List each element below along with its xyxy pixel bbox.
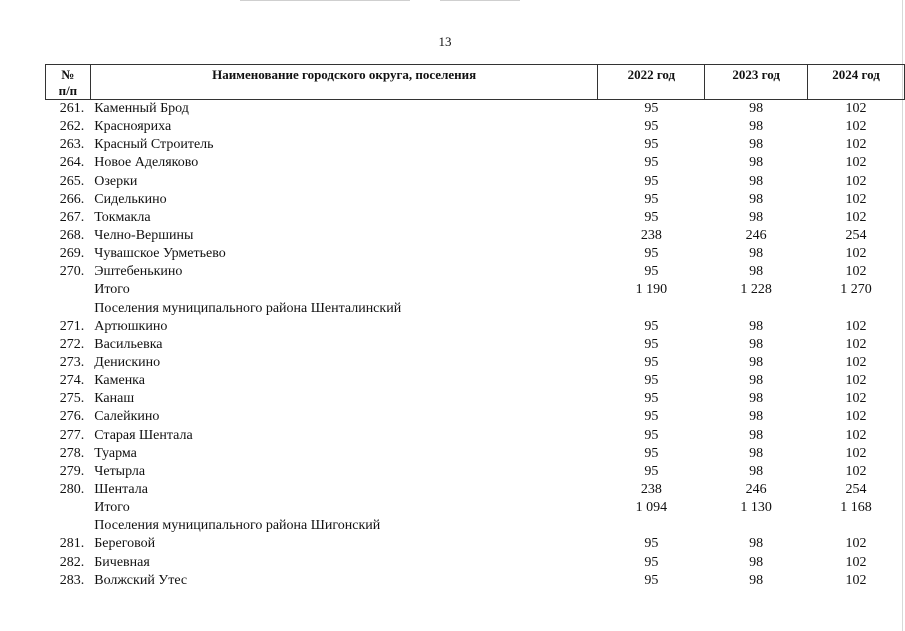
row-name: Васильевка xyxy=(94,336,163,352)
value-2024 xyxy=(808,300,905,318)
header-year-2023: 2023 год xyxy=(705,65,808,100)
value-2022: 95 xyxy=(644,336,659,352)
value-2024: 102 xyxy=(845,427,867,443)
table-row xyxy=(46,408,905,426)
row-number: 273. xyxy=(59,355,85,371)
scan-artifact-top-right xyxy=(440,0,520,1)
value-2023: 98 xyxy=(749,445,764,461)
value-2023: 98 xyxy=(749,246,764,262)
value-2022: 95 xyxy=(644,409,659,425)
row-name: Итого xyxy=(94,500,130,516)
value-2024: 254 xyxy=(845,228,867,244)
value-2023: 98 xyxy=(749,427,764,443)
table-row xyxy=(46,209,905,227)
value-2023: 98 xyxy=(749,536,764,552)
row-number: 269. xyxy=(59,246,85,262)
value-2023: 246 xyxy=(745,482,767,498)
table-row xyxy=(46,517,905,535)
row-name: Салейкино xyxy=(94,409,160,425)
table-row xyxy=(46,481,905,499)
header-number-line2: п/п xyxy=(58,83,78,98)
row-number: 279. xyxy=(59,463,85,479)
value-2024: 102 xyxy=(845,101,867,117)
row-number: 275. xyxy=(59,391,85,407)
table-header-row xyxy=(46,65,905,100)
value-2022: 1 094 xyxy=(635,500,668,516)
value-2022: 95 xyxy=(644,572,659,588)
value-2022: 95 xyxy=(644,119,659,135)
value-2024: 102 xyxy=(845,246,867,262)
scan-artifact-top-left xyxy=(240,0,410,1)
value-2022: 95 xyxy=(644,173,659,189)
table-row xyxy=(46,118,905,136)
value-2022: 95 xyxy=(644,373,659,389)
value-2023: 98 xyxy=(749,173,764,189)
table-row xyxy=(46,245,905,263)
value-2024: 102 xyxy=(845,336,867,352)
value-2022: 95 xyxy=(644,391,659,407)
table-row xyxy=(46,463,905,481)
value-2022: 238 xyxy=(640,228,662,244)
header-number xyxy=(46,65,91,100)
row-number: 264. xyxy=(59,155,85,171)
value-2023: 246 xyxy=(745,228,767,244)
row-name: Новое Аделяково xyxy=(94,155,199,171)
table-row xyxy=(46,390,905,408)
row-number: 283. xyxy=(59,572,85,588)
row-number: 277. xyxy=(59,427,85,443)
value-2024: 102 xyxy=(845,173,867,189)
row-number: 281. xyxy=(59,536,85,552)
table-row xyxy=(46,300,905,318)
value-2023: 98 xyxy=(749,554,764,570)
value-2023: 98 xyxy=(749,119,764,135)
value-2024: 102 xyxy=(845,137,867,153)
row-number: 268. xyxy=(59,228,85,244)
table-row xyxy=(46,191,905,209)
table-row xyxy=(46,173,905,191)
value-2024: 102 xyxy=(845,355,867,371)
value-2022: 95 xyxy=(644,355,659,371)
row-number xyxy=(46,517,91,535)
value-2022: 95 xyxy=(644,264,659,280)
row-number xyxy=(46,281,91,299)
value-2023: 98 xyxy=(749,155,764,171)
value-2022 xyxy=(598,300,705,318)
value-2022: 95 xyxy=(644,155,659,171)
value-2023: 98 xyxy=(749,336,764,352)
row-name: Токмакла xyxy=(94,209,151,225)
value-2024: 102 xyxy=(845,119,867,135)
table-row xyxy=(46,354,905,372)
table-row xyxy=(46,136,905,154)
row-number xyxy=(46,499,91,517)
value-2024: 102 xyxy=(845,155,867,171)
value-2022: 95 xyxy=(644,318,659,334)
value-2022: 95 xyxy=(644,536,659,552)
value-2024 xyxy=(808,517,905,535)
row-name: Каменный Брод xyxy=(94,101,189,117)
header-name: Наименование городского округа, поселения xyxy=(90,65,598,100)
value-2023: 98 xyxy=(749,264,764,280)
value-2024: 102 xyxy=(845,445,867,461)
row-number xyxy=(46,300,91,318)
row-name: Чувашское Урметьево xyxy=(94,246,226,262)
table-row xyxy=(46,100,905,119)
row-name: Канаш xyxy=(94,391,135,407)
value-2024: 102 xyxy=(845,191,867,207)
value-2023: 98 xyxy=(749,137,764,153)
value-2022: 95 xyxy=(644,101,659,117)
value-2023 xyxy=(705,300,808,318)
row-number: 263. xyxy=(59,137,85,153)
value-2023: 98 xyxy=(749,463,764,479)
header-year-2024: 2024 год xyxy=(808,65,905,100)
value-2023: 98 xyxy=(749,101,764,117)
row-number: 266. xyxy=(59,191,85,207)
row-number: 274. xyxy=(59,373,85,389)
value-2024: 102 xyxy=(845,318,867,334)
value-2023: 98 xyxy=(749,355,764,371)
table-row xyxy=(46,263,905,281)
row-number: 270. xyxy=(59,264,85,280)
value-2023: 98 xyxy=(749,391,764,407)
value-2022: 95 xyxy=(644,554,659,570)
value-2023: 98 xyxy=(749,318,764,334)
row-number: 261. xyxy=(59,101,85,117)
row-name: Береговой xyxy=(94,536,156,552)
page-number: 13 xyxy=(438,34,452,49)
value-2022: 95 xyxy=(644,246,659,262)
table-row xyxy=(46,445,905,463)
value-2023: 98 xyxy=(749,209,764,225)
row-name: Волжский Утес xyxy=(94,572,188,588)
row-name: Шентала xyxy=(94,482,148,498)
row-name: Эштебенькино xyxy=(94,264,183,280)
row-name: Красный Строитель xyxy=(94,137,214,153)
value-2023: 1 228 xyxy=(740,282,772,298)
table-row xyxy=(46,372,905,390)
row-number: 276. xyxy=(59,409,85,425)
value-2023: 98 xyxy=(749,373,764,389)
table-row xyxy=(46,535,905,553)
value-2022: 95 xyxy=(644,191,659,207)
row-number: 278. xyxy=(59,445,85,461)
row-number: 267. xyxy=(59,209,85,225)
header-year-2022: 2022 год xyxy=(598,65,705,100)
header-number-line1: № xyxy=(61,67,75,82)
value-2022: 95 xyxy=(644,209,659,225)
row-name: Краснояриха xyxy=(94,119,172,135)
row-name: Поселения муниципального района Шенталинский xyxy=(94,300,402,316)
table-row xyxy=(46,227,905,245)
row-number: 262. xyxy=(59,119,85,135)
row-name: Поселения муниципального района Шигонский xyxy=(94,518,381,534)
table-row xyxy=(46,281,905,299)
value-2024: 102 xyxy=(845,554,867,570)
value-2022: 95 xyxy=(644,445,659,461)
row-number: 265. xyxy=(59,173,85,189)
row-name: Старая Шентала xyxy=(94,427,193,443)
row-name: Каменка xyxy=(94,373,145,389)
value-2024: 1 270 xyxy=(840,282,872,298)
value-2022: 95 xyxy=(644,427,659,443)
table-row xyxy=(46,336,905,354)
value-2023: 98 xyxy=(749,409,764,425)
value-2023: 1 130 xyxy=(740,500,772,516)
row-name: Артюшкино xyxy=(94,318,168,334)
value-2024: 254 xyxy=(845,482,867,498)
value-2022: 95 xyxy=(644,463,659,479)
row-number: 271. xyxy=(59,318,85,334)
value-2024: 102 xyxy=(845,572,867,588)
value-2022: 1 190 xyxy=(635,282,668,298)
value-2024: 102 xyxy=(845,463,867,479)
value-2023: 98 xyxy=(749,191,764,207)
table-row xyxy=(46,499,905,517)
value-2023: 98 xyxy=(749,572,764,588)
value-2024: 102 xyxy=(845,209,867,225)
value-2024: 102 xyxy=(845,536,867,552)
row-name: Бичевная xyxy=(94,554,150,570)
value-2022: 238 xyxy=(640,482,662,498)
row-name: Сиделькино xyxy=(94,191,167,207)
value-2022: 95 xyxy=(644,137,659,153)
row-number: 272. xyxy=(59,336,85,352)
row-name: Челно-Вершины xyxy=(94,228,194,244)
settlements-table xyxy=(45,64,905,590)
value-2024: 102 xyxy=(845,409,867,425)
value-2023 xyxy=(705,517,808,535)
table-row xyxy=(46,554,905,572)
row-name: Четырла xyxy=(94,463,146,479)
value-2024: 102 xyxy=(845,373,867,389)
table-row xyxy=(46,427,905,445)
row-name: Денискино xyxy=(94,355,161,371)
value-2024: 102 xyxy=(845,391,867,407)
row-number: 280. xyxy=(59,482,85,498)
row-name: Итого xyxy=(94,282,130,298)
value-2024: 102 xyxy=(845,264,867,280)
value-2022 xyxy=(598,517,705,535)
row-name: Туарма xyxy=(94,445,137,461)
table-row xyxy=(46,154,905,172)
row-number: 282. xyxy=(59,554,85,570)
value-2024: 1 168 xyxy=(840,500,872,516)
table-row xyxy=(46,318,905,336)
table-row xyxy=(46,572,905,590)
row-name: Озерки xyxy=(94,173,138,189)
